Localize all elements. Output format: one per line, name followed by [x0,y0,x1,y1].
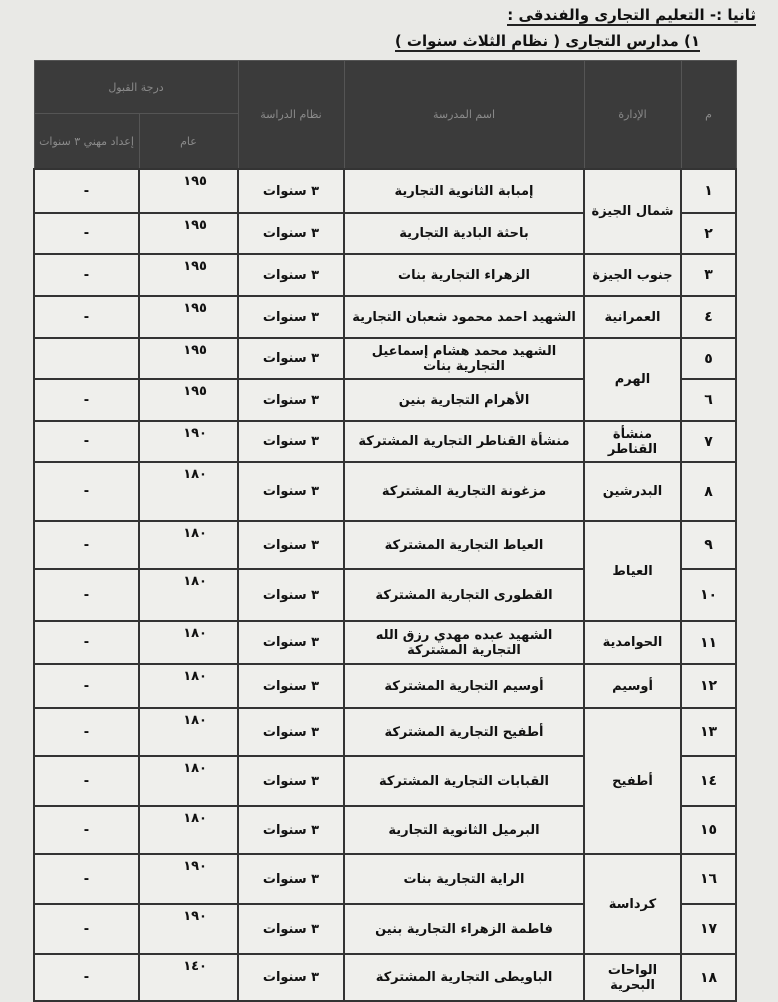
vocational-grade [34,338,139,379]
row-index: ٤ [681,296,736,338]
admin-cell: البدرشين [584,462,681,521]
general-grade: ١٩٥ [139,379,238,421]
study-system: ٣ سنوات [238,806,344,854]
vocational-grade: - [34,169,139,213]
table-row [34,169,736,213]
school-name: الراية التجارية بنات [344,854,584,904]
study-system: ٣ سنوات [238,379,344,421]
row-index: ٧ [681,421,736,462]
row-index: ٦ [681,379,736,421]
school-name: الشهيد عبده مهدي رزق الله التجارية المشتركة [344,621,584,664]
study-system: ٣ سنوات [238,421,344,462]
general-grade: ١٨٠ [139,806,238,854]
general-grade: ١٨٠ [139,708,238,756]
table-row [34,254,736,296]
row-index: ١٥ [681,806,736,854]
school-name: منشأة القناطر التجارية المشتركة [344,421,584,462]
study-system: ٣ سنوات [238,708,344,756]
vocational-grade: - [34,421,139,462]
school-name: الشهيد محمد هشام إسماعيل التجارية بنات [344,338,584,379]
table-body [34,169,736,1001]
school-name: البرميل الثانوية التجارية [344,806,584,854]
row-index: ١٨ [681,954,736,1001]
vocational-grade: - [34,854,139,904]
study-system: ٣ سنوات [238,621,344,664]
general-grade: ١٨٠ [139,462,238,521]
admin-cell: العمرانية [584,296,681,338]
table-row [34,954,736,1001]
row-index: ١٤ [681,756,736,806]
general-grade: ١٨٠ [139,756,238,806]
study-system: ٣ سنوات [238,569,344,621]
section-heading: ثانيا :- التعليم التجارى والفندقى : [507,6,756,24]
table-row [34,421,736,462]
admin-cell: كرداسة [584,854,681,954]
admin-cell: شمال الجيزة [584,169,681,254]
school-name: الأهرام التجارية بنين [344,379,584,421]
row-index: ٣ [681,254,736,296]
schools-table-container [33,60,735,1002]
schools-table [33,60,737,1002]
table-row [34,296,736,338]
vocational-grade: - [34,954,139,1001]
school-name: أطفيح التجارية المشتركة [344,708,584,756]
school-name: الشهيد احمد محمود شعبان التجارية [344,296,584,338]
general-grade: ١٩٠ [139,421,238,462]
school-name: أوسيم التجارية المشتركة [344,664,584,708]
school-name: القطورى التجارية المشتركة [344,569,584,621]
study-system: ٣ سنوات [238,854,344,904]
general-grade: ١٨٠ [139,621,238,664]
row-index: ٢ [681,213,736,254]
vocational-grade: - [34,296,139,338]
school-name: إمبابة الثانوية التجارية [344,169,584,213]
row-index: ٥ [681,338,736,379]
general-grade: ١٩٥ [139,254,238,296]
row-index: ١٧ [681,904,736,954]
general-grade: ١٩٥ [139,169,238,213]
study-system: ٣ سنوات [238,462,344,521]
admin-cell: العياط [584,521,681,621]
row-index: ١٦ [681,854,736,904]
general-grade: ١٩٥ [139,213,238,254]
vocational-grade: - [34,521,139,569]
table-row [34,521,736,569]
admin-cell: أطفيح [584,708,681,854]
vocational-grade: - [34,806,139,854]
header-vocational: إعداد مهني ٣ سنوات [34,114,139,170]
admin-cell: الحوامدية [584,621,681,664]
school-name: الباويطى التجارية المشتركة [344,954,584,1001]
vocational-grade: - [34,664,139,708]
admin-cell: أوسيم [584,664,681,708]
vocational-grade: - [34,213,139,254]
study-system: ٣ سنوات [238,213,344,254]
study-system: ٣ سنوات [238,521,344,569]
general-grade: ١٨٠ [139,569,238,621]
vocational-grade: - [34,904,139,954]
table-row [34,854,736,904]
school-name: العياط التجارية المشتركة [344,521,584,569]
header-admin: الإدارة [584,61,681,170]
header-index: م [681,61,736,170]
study-system: ٣ سنوات [238,904,344,954]
vocational-grade: - [34,621,139,664]
general-grade: ١٩٥ [139,338,238,379]
general-grade: ١٩٠ [139,854,238,904]
school-name: القبابات التجارية المشتركة [344,756,584,806]
study-system: ٣ سنوات [238,756,344,806]
general-grade: ١٩٥ [139,296,238,338]
row-index: ١١ [681,621,736,664]
general-grade: ١٩٠ [139,904,238,954]
school-name: مزغونة التجارية المشتركة [344,462,584,521]
row-index: ١ [681,169,736,213]
school-name: الزهراء التجارية بنات [344,254,584,296]
vocational-grade: - [34,462,139,521]
row-index: ١٢ [681,664,736,708]
admin-cell: الهرم [584,338,681,421]
study-system: ٣ سنوات [238,954,344,1001]
study-system: ٣ سنوات [238,254,344,296]
admin-cell: منشأة القناطر [584,421,681,462]
table-row [34,621,736,664]
header-school: اسم المدرسة [344,61,584,170]
study-system: ٣ سنوات [238,338,344,379]
row-index: ٩ [681,521,736,569]
general-grade: ١٨٠ [139,664,238,708]
general-grade: ١٨٠ [139,521,238,569]
study-system: ٣ سنوات [238,169,344,213]
general-grade: ١٤٠ [139,954,238,1001]
vocational-grade: - [34,569,139,621]
table-row [34,462,736,521]
subsection-heading: ١) مدارس التجارى ( نظام الثلاث سنوات ) [394,32,700,50]
school-name: فاطمة الزهراء التجارية بنين [344,904,584,954]
table-row [34,708,736,756]
admin-cell: جنوب الجيزة [584,254,681,296]
header-general: عام [139,114,238,170]
vocational-grade: - [34,708,139,756]
table-row [34,338,736,379]
vocational-grade: - [34,254,139,296]
admin-cell: الواحات البحرية [584,954,681,1001]
vocational-grade: - [34,756,139,806]
school-name: باحثة البادية التجارية [344,213,584,254]
row-index: ١٠ [681,569,736,621]
row-index: ١٣ [681,708,736,756]
study-system: ٣ سنوات [238,664,344,708]
vocational-grade: - [34,379,139,421]
table-row [34,664,736,708]
row-index: ٨ [681,462,736,521]
study-system: ٣ سنوات [238,296,344,338]
header-grade: درجة القبول [34,61,238,114]
header-system: نظام الدراسة [238,61,344,170]
